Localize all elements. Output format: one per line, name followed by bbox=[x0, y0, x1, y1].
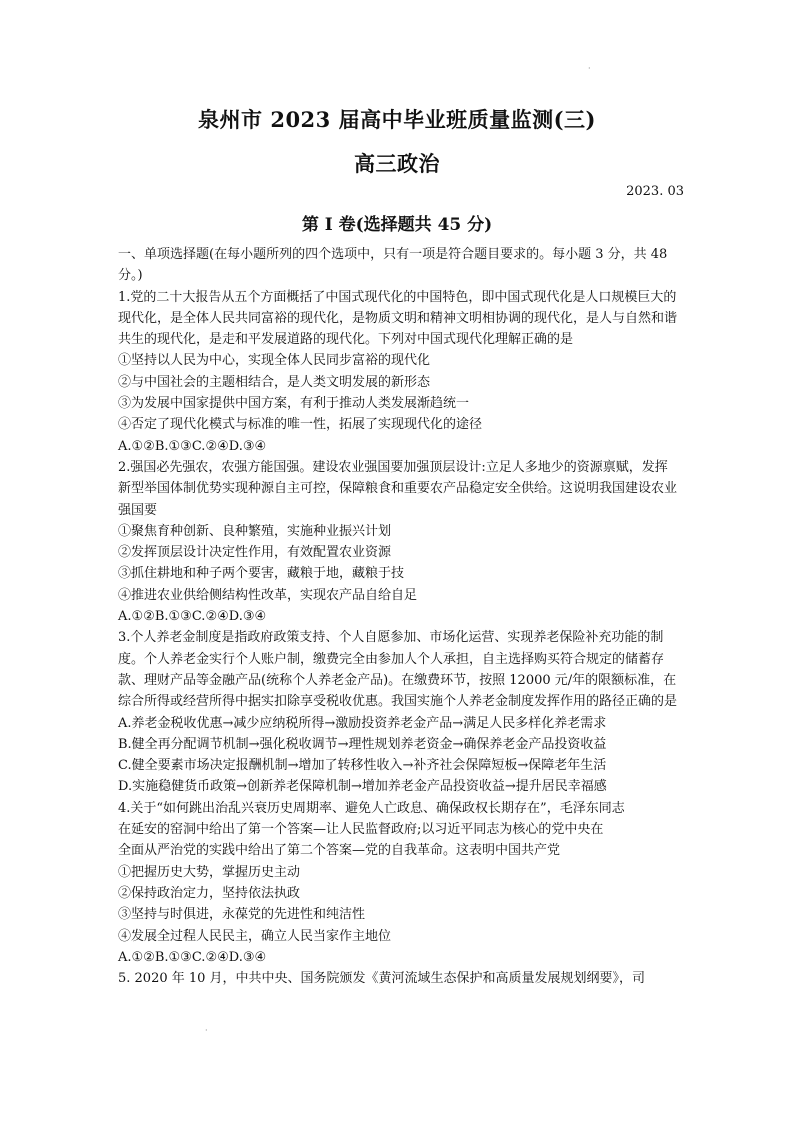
question-1-options: A.①②B.①③C.②④D.③④ bbox=[118, 438, 267, 454]
question-4-stem-line: 在延安的窑洞中给出了第一个答案—让人民监督政府;以习近平同志为核心的党中央在 bbox=[118, 822, 604, 838]
question-4-stem-line: 全面从严治党的实践中给出了第二个答案—党的自我革命。这表明中国共产党 bbox=[118, 843, 561, 859]
question-3-stem: 3.个人养老金制度是指政府政策支持、个人自愿参加、市场化运营、实现养老保险补充功能的制度。个人养老金实行个人账户制，缴费完全由参加人个人承担，自主选择购买符合规定的储蓄存款、理财产品等金融产品(统称个人养老金产品)。在缴费环节，按照 12000 元/年的限额标准，在综合所得或经营所得中据实扣除享受税收优惠。我国实施个人养老金制度发挥作用的路径正确的是 bbox=[118, 630, 678, 710]
scan-speck: · bbox=[588, 64, 591, 73]
question-body bbox=[118, 244, 680, 989]
question-2-item: ①聚焦育种创新、良种繁殖，实施种业振兴计划 bbox=[118, 523, 392, 539]
question-5-stem: 5. 2020 年 10 月，中共中央、国务院颁发《黄河流域生态保护和高质量发展规划纲要》，司 bbox=[118, 971, 646, 987]
instructions: 一、单项选择题(在每小题所列的四个选项中，只有一项是符合题目要求的。每小题 3 分，共 48 分。) bbox=[118, 247, 668, 284]
question-2-stem: 2.强国必先强农，农强方能国强。建设农业强国要加强顶层设计:立足人多地少的资源禀赋，发挥新型举国体制优势实现种源自主可控，保障粮食和重要农产品稳定安全供给。这说明我国建设农业强国要 bbox=[118, 459, 678, 518]
subject-title: 高三政治 bbox=[354, 151, 440, 176]
question-3-option: B.健全再分配调节机制→强化税收调节→理性规划养老资金→确保养老金产品投资收益 bbox=[118, 736, 607, 752]
question-4-item: ④发展全过程人民民主，确立人民当家作主地位 bbox=[118, 928, 392, 944]
question-2-options: A.①②B.①③C.②④D.③④ bbox=[118, 609, 267, 625]
question-2-item: ③抓住耕地和种子两个要害，藏粮于地，藏粮于技 bbox=[118, 566, 405, 582]
exam-date: 2023. 03 bbox=[626, 184, 684, 199]
question-1-item: ③为发展中国家提供中国方案，有利于推动人类发展渐趋统一 bbox=[118, 396, 470, 412]
question-4-item: ②保持政治定力，坚持依法执政 bbox=[118, 885, 301, 901]
question-1-item: ④否定了现代化模式与标准的唯一性，拓展了实现现代化的途径 bbox=[118, 417, 483, 433]
scan-speck: · bbox=[205, 1026, 208, 1035]
question-4-options: A.①②B.①③C.②④D.③④ bbox=[118, 949, 267, 965]
question-1-item: ②与中国社会的主题相结合，是人类文明发展的新形态 bbox=[118, 374, 431, 390]
question-2-item: ④推进农业供给侧结构性改革，实现农产品自给自足 bbox=[118, 587, 418, 603]
question-3-option: D.实施稳健货币政策→创新养老保障机制→增加养老金产品投资收益→提升居民幸福感 bbox=[118, 779, 607, 795]
question-3-option: A.养老金税收优惠→减少应纳税所得→激励投资养老金产品→满足人民多样化养老需求 bbox=[118, 715, 607, 731]
question-1-stem: 1.党的二十大报告从五个方面概括了中国式现代化的中国特色，即中国式现代化是人口规模巨大的现代化，是全体人民共同富裕的现代化，是物质文明和精神文明相协调的现代化，是人与自然和谐共生的现代化，是走和平发展道路的现代化。下列对中国式现代化理解正确的是 bbox=[118, 289, 678, 348]
question-4-item: ③坚持与时俱进，永葆党的先进性和纯洁性 bbox=[118, 907, 366, 923]
question-1-item: ①坚持以人民为中心，实现全体人民同步富裕的现代化 bbox=[118, 353, 431, 369]
section-title: 第 I 卷(选择题共 45 分) bbox=[301, 215, 493, 235]
question-4-stem-line: 4.关于“如何跳出治乱兴衰历史周期率、避免人亡政息、确保政权长期存在”，毛泽东同志 bbox=[118, 800, 625, 816]
exam-title: 泉州市 2023 届高中毕业班质量监测(三) bbox=[198, 107, 596, 132]
question-3-option: C.健全要素市场决定报酬机制→增加了转移性收入→补齐社会保障短板→保障老年生活 bbox=[118, 758, 607, 774]
question-4-item: ①把握历史大势，掌握历史主动 bbox=[118, 864, 301, 880]
question-2-item: ②发挥顶层设计决定性作用，有效配置农业资源 bbox=[118, 545, 392, 561]
